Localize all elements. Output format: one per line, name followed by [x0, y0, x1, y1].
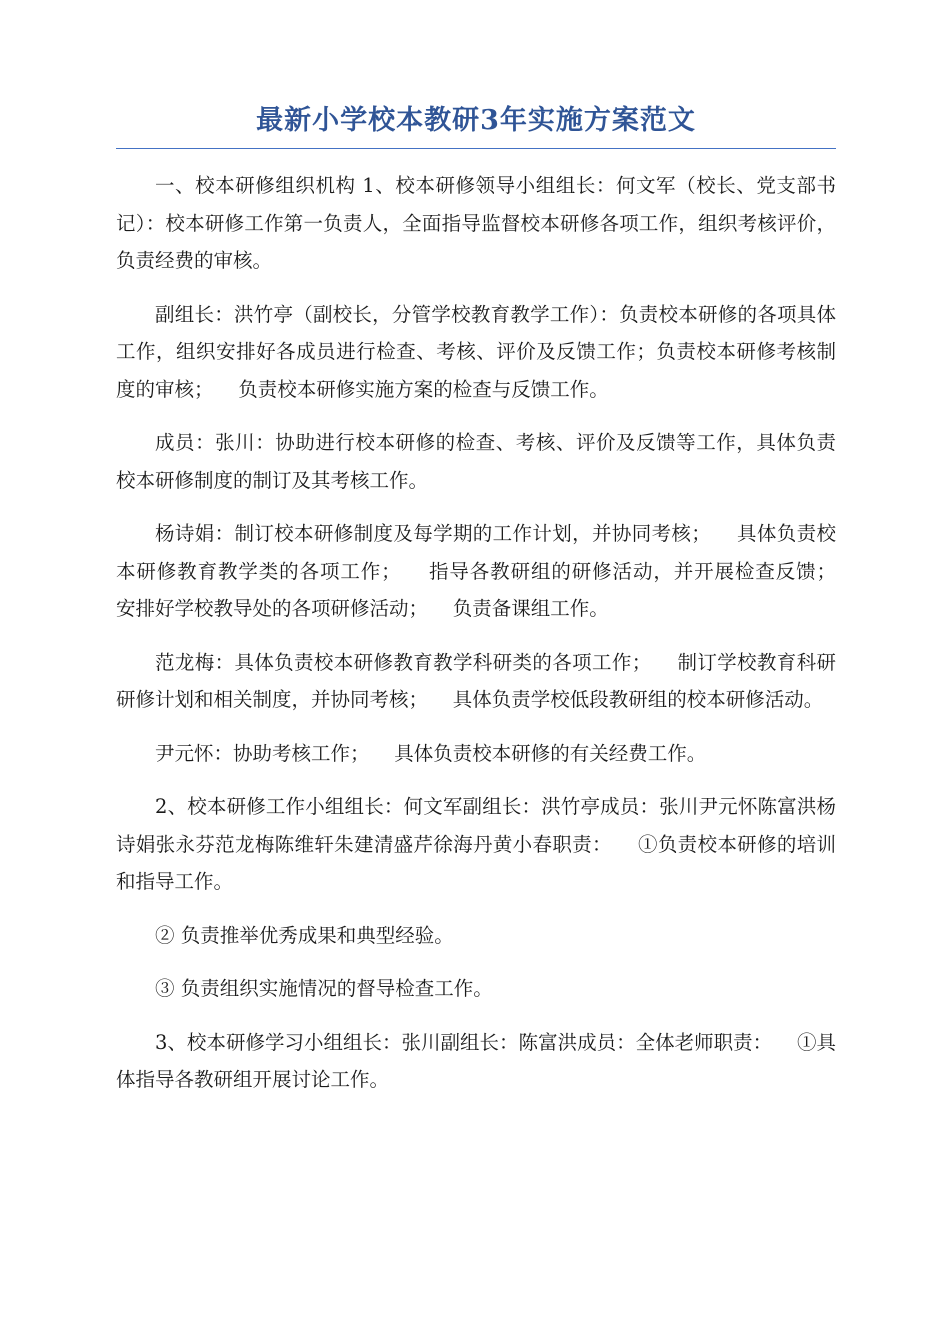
document-page: [116, 100, 861, 1115]
document-title: 最新小学校本教研3年实施方案范文: [116, 100, 836, 149]
document-body: [116, 167, 861, 1099]
paragraph: 3、校本研修学习小组组长：张川副组长：陈富洪成员：全体老师职责： ①具体指导各教研组开展讨论工作。: [116, 1030, 836, 1091]
paragraph: ③ 负责组织实施情况的督导检查工作。: [155, 977, 493, 1000]
paragraph: 范龙梅：具体负责校本研修教育教学科研类的各项工作； 制订学校教育科研研修计划和相关制度，并协同考核； 具体负责学校低段教研组的校本研修活动。: [116, 650, 836, 711]
paragraph: 尹元怀：协助考核工作； 具体负责校本研修的有关经费工作。: [155, 741, 707, 765]
paragraph: 成员：张川：协助进行校本研修的检查、考核、评价及反馈等工作，具体负责校本研修制度的制订及其考核工作。: [116, 431, 836, 492]
paragraph: 副组长：洪竹亭（副校长，分管学校教育教学工作）：负责校本研修的各项具体工作，组织安排好各成员进行检查、考核、评价及反馈工作；负责校本研修考核制度的审核； 负责校本研修实施方案的检查与反馈工作。: [116, 302, 836, 401]
paragraph: 一、校本研修组织机构 1、校本研修领导小组组长：何文军（校长、党支部书记）：校本研修工作第一负责人，全面指导监督校本研修各项工作，组织考核评价，负责经费的审核。: [116, 174, 836, 272]
paragraph: ② 负责推举优秀成果和典型经验。: [155, 923, 454, 947]
paragraph: 2、校本研修工作小组组长：何文军副组长：洪竹亭成员：张川尹元怀陈富洪杨诗娟张永芬范龙梅陈维轩朱建清盛芹徐海丹黄小春职责： ①负责校本研修的培训和指导工作。: [116, 795, 836, 893]
paragraph: 杨诗娟：制订校本研修制度及每学期的工作计划，并协同考核； 具体负责校本研修教育教学类的各项工作； 指导各教研组的研修活动，并开展检查反馈； 安排好学校教导处的各项研修活动； 负责备课组工作。: [116, 522, 861, 620]
